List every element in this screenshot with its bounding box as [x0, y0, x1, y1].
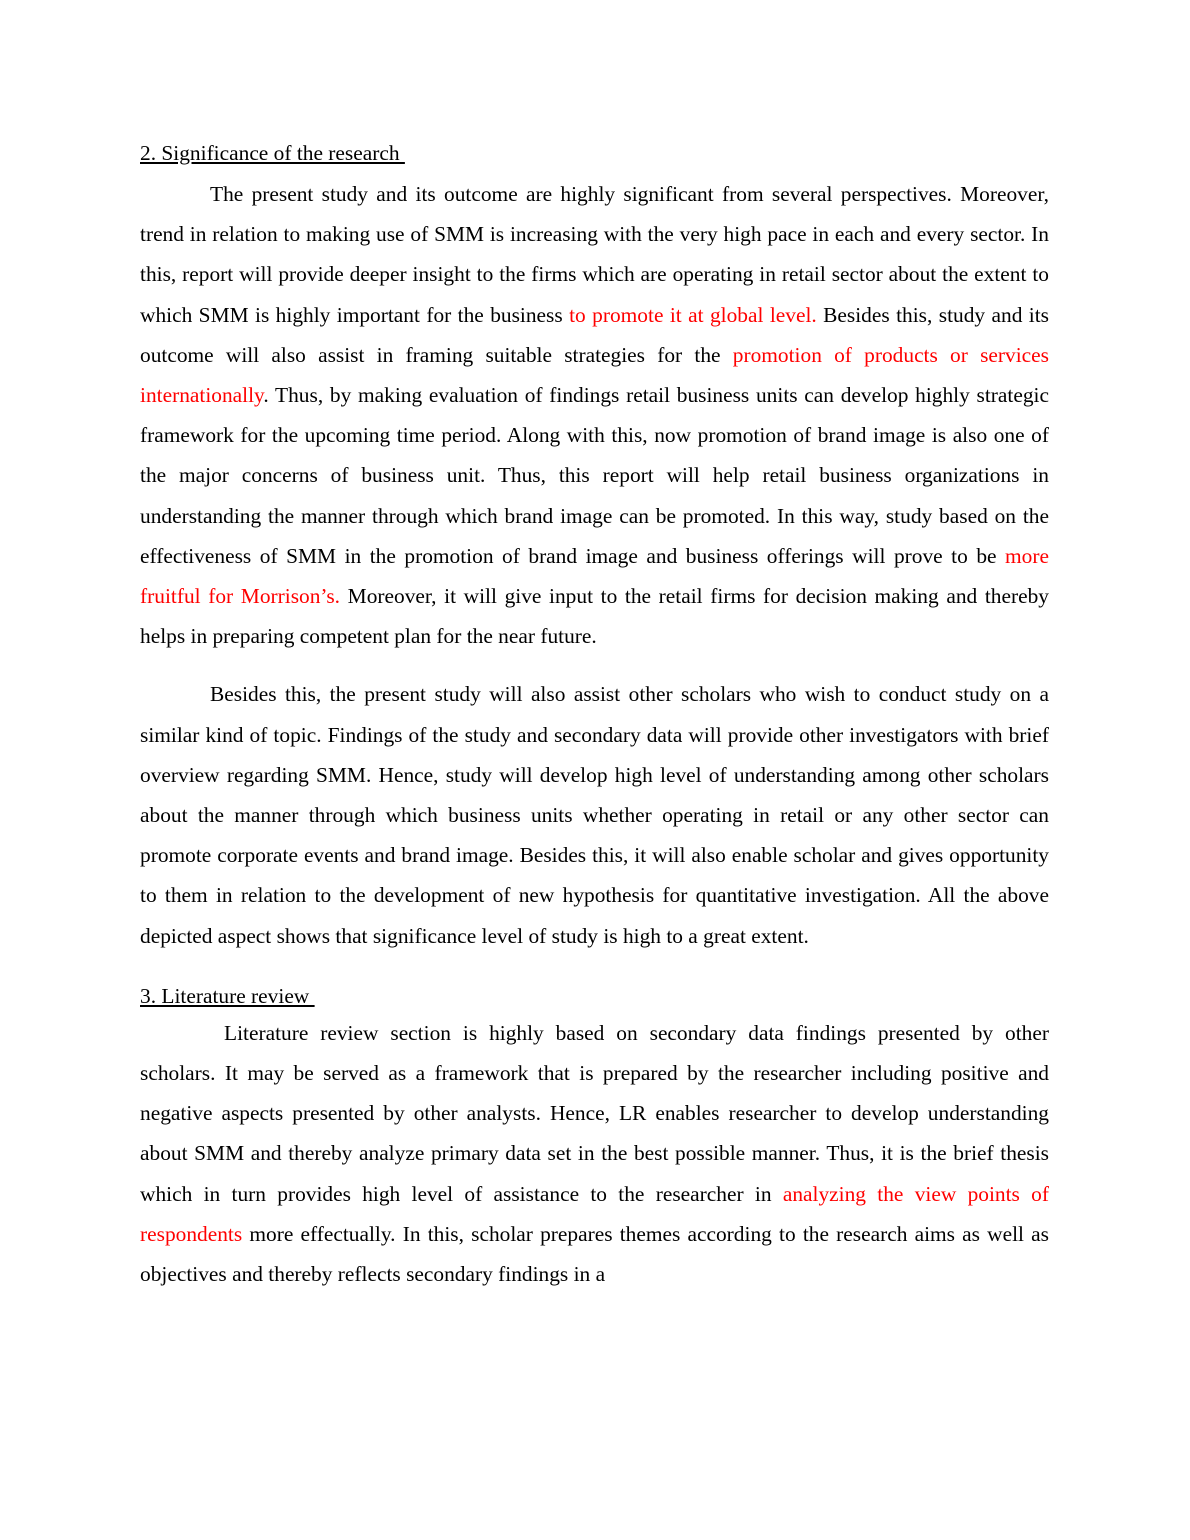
highlighted-text: promotion of products or services internationally	[140, 342, 1049, 408]
highlighted-text: analyzing the view points of respondents	[140, 1181, 1049, 1246]
section-2-heading: 2. Significance of the research	[140, 141, 405, 165]
text-run: Literature review section is highly based on secondary data findings presented by other scholars. It may be served as a framework that is prepared by the researcher including positive and negative aspects presented by other analysts. Hence, LR enables researcher to develop understanding about SMM and thereby analyze primary data set in the best possible manner. Thus, it is the brief thesis which in turn provides high level of assistance to the researcher in	[140, 1020, 1049, 1206]
text-run: Besides this, study and its outcome will also assist in framing suitable strategies for the	[140, 302, 1050, 367]
section-3-heading: 3. Literature review	[140, 983, 315, 1008]
highlighted-text: to promote it at global level.	[569, 302, 817, 327]
text-run: Moreover, it will give input to the retail firms for decision making and thereby helps in preparing competent plan for the near future.	[140, 584, 1049, 649]
document-page	[140, 136, 1049, 1294]
text-run: The present study and its outcome are highly significant from several perspectives. Moreover, trend in relation to making use of SMM is increasing with the very high pace in each and every sector. In this, report will provide deeper insight to the firms which are operating in retail sector about the extent to which SMM is highly important for the business	[140, 182, 1049, 327]
text-run: . Thus, by making evaluation of findings retail business units can develop highly strategic framework for the upcoming time period. Along with this, now promotion of brand image is also one of the major concerns of business unit. Thus, this report will help retail business organizations in understanding the manner through which brand image can be promoted. In this way, study based on the effectiveness of SMM in the promotion of brand image and business offerings will prove to be	[140, 383, 1049, 568]
highlighted-text: more fruitful for Morrison’s.	[140, 543, 1049, 609]
text-run: more effectually. In this, scholar prepares themes according to the research aims as well as objectives and thereby reflects secondary findings in a	[140, 1221, 1049, 1287]
section-3-paragraph-1	[140, 1013, 1049, 1294]
section-2-paragraph-1	[140, 174, 1049, 656]
section-2-paragraph-2: Besides this, the present study will also assist other scholars who wish to conduct study on a similar kind of topic. Findings of the study and secondary data will provide other investigators with brief overview regarding SMM. Hence, study will develop high level of understanding among other scholars about the manner through which business units whether operating in retail or any other sector can promote corporate events and brand image. Besides this, it will also enable scholar and gives opportunity to them in relation to the development of new hypothesis for quantitative investigation. All the above depicted aspect shows that significance level of study is high to a great extent.	[140, 682, 1049, 948]
